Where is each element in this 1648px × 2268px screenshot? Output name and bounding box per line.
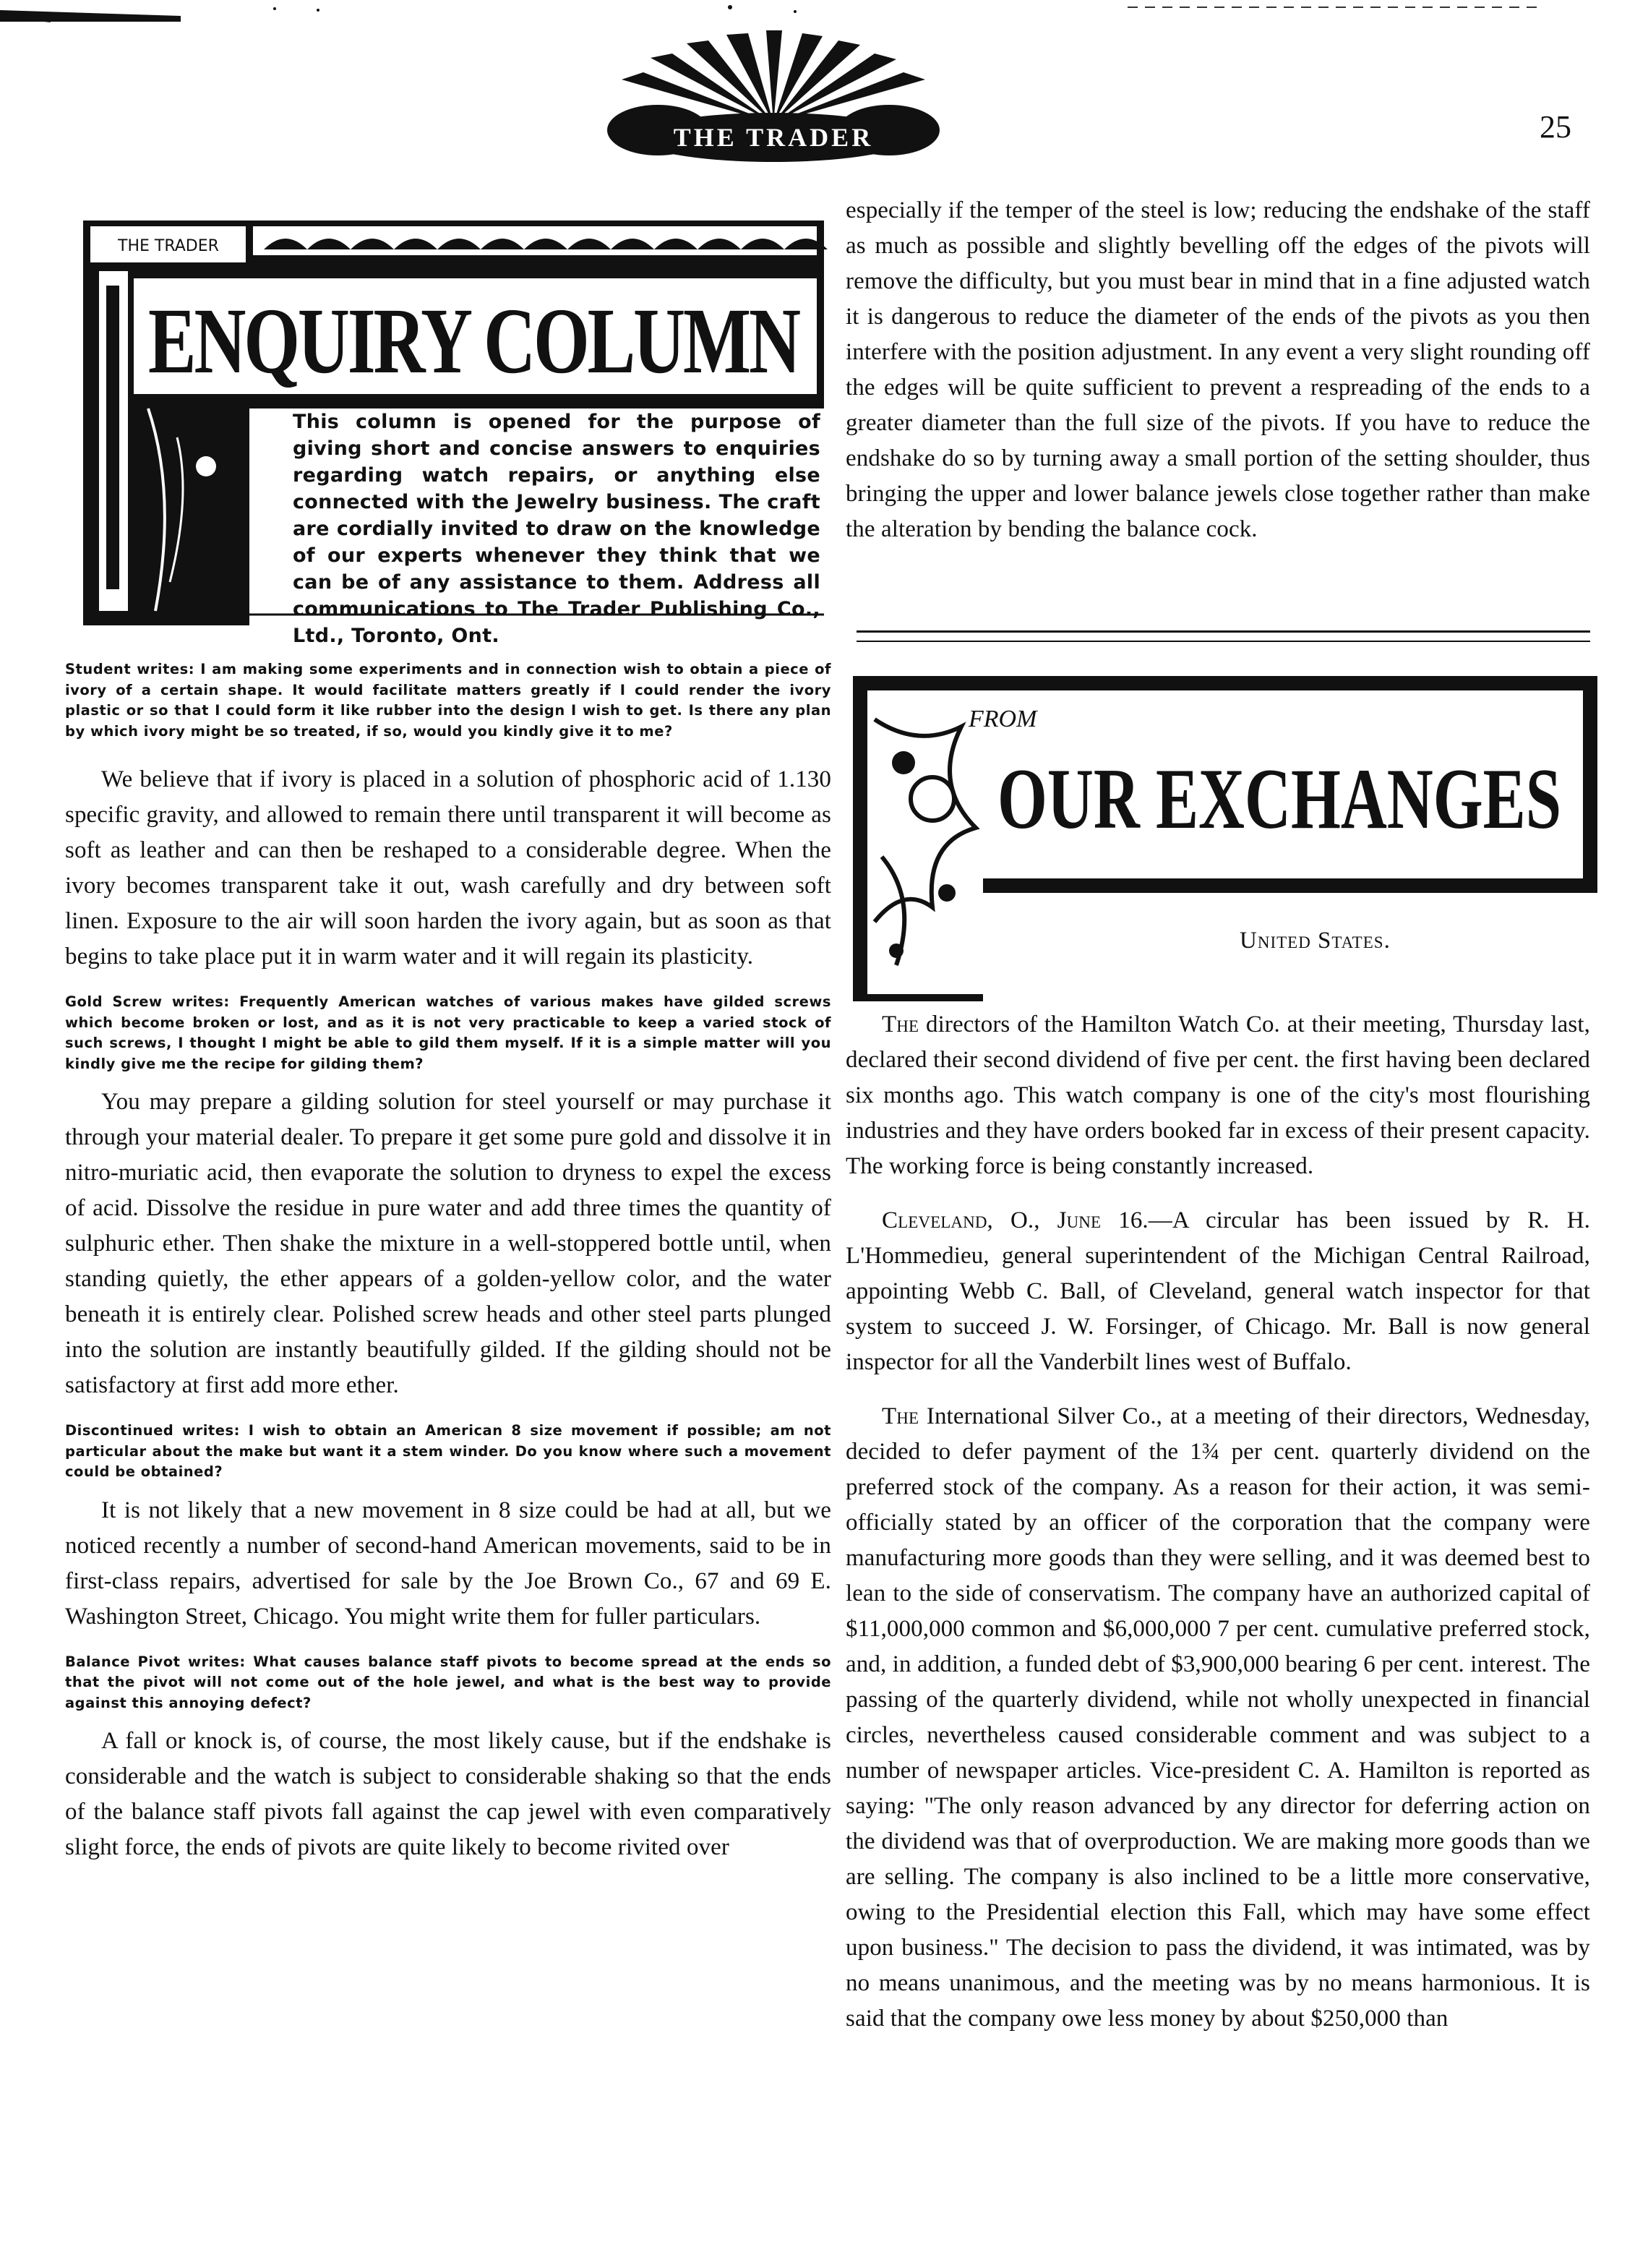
section-divider — [857, 630, 1590, 633]
news-cleveland-lead: Cleveland, O., June 16. — [882, 1207, 1149, 1233]
exchanges-from: FROM — [969, 706, 1037, 732]
query-discontinued: Discontinued writes: I wish to obtain an American 8 size movement if possible; am not particular about the make but want it a stem winder. Do you know where such a movement could be obtained? — [65, 1422, 831, 1480]
left-column — [65, 659, 831, 1865]
section-divider-thin — [857, 641, 1590, 642]
query-balance-pivot: Balance Pivot writes: What causes balance staff pivots to become spread at the ends so that the pivot will not come out of the hole jewel, and what is the best way to provide against this annoying defect? — [65, 1653, 831, 1711]
enquiry-title: ENQUIRY COLUMN — [148, 289, 801, 393]
news-hamilton-text: directors of the Hamilton Watch Co. at their meeting, Thursday last, declared their second dividend of five per cent. the first having been declared six months ago. This watch company is one of the city's most flourishing industries and they have orders booked far in excess of their present capacity. The working force is being constantly increased. — [846, 1011, 1590, 1179]
masthead-title: THE TRADER — [673, 123, 874, 152]
news-hamilton-lead: The — [882, 1011, 919, 1037]
answer-discontinued: It is not likely that a new movement in 8 size could be had at all, but we noticed recently a number of second-hand American movements, said to be in first-class repairs, advertised for sale by the Joe Brown Co., 67 and 69 E. Washington Street, Chicago. You might write them for fuller particulars. — [65, 1497, 831, 1630]
answer-student: We believe that if ivory is placed in a solution of phosphoric acid of 1.130 specific gravity, and allowed to remain there until transparent it will become as soft as leather and can then be reshaped to a considerable degree. When the ivory becomes transparent take it out, wash carefully and dry between soft linen. Exposure to the air will soon harden the ivory again, but as soon as that begins to take place put it in warm water and it will regain its plasticity. — [65, 766, 831, 970]
news-international-silver — [846, 1399, 1590, 2037]
news-cleveland-text: —A circular has been issued by R. H. L'Hommedieu, general superintendent of the Michigan Central Railroad, appointing Webb C. Ball, of Cleveland, general watch inspector for that system to succeed J. W. Forsinger, of Chicago. Mr. Ball is now general inspector for all the Vanderbilt lines west of Buffalo. — [846, 1207, 1591, 1375]
right-column-news — [846, 1007, 1590, 2037]
answer-balance-pivot: A fall or knock is, of course, the most likely cause, but if the endshake is considerable and the watch is subject to considerable shaking so that the ends of the balance staff pivots fall against the cap jewel with even comparatively slight force, the ends of pivots are quite likely to become rivited over — [65, 1728, 831, 1860]
section-heading-united-states: United States. — [1240, 928, 1391, 954]
news-cleveland — [846, 1203, 1590, 1380]
query-student: Student writes: I am making some experiments and in connection wish to obtain a piece of ivory of a certain shape. It would facilitate matters greatly if I could render the ivory plastic or so that I could form it like rubber into the design I wish to get. Is there any plan by which ivory might be so treated, if so, would you kindly give it to me? — [65, 661, 831, 740]
right-column-continuation — [846, 193, 1590, 547]
exchanges-title: OUR EXCHANGES — [997, 750, 1561, 847]
news-silver-lead: The — [882, 1403, 919, 1429]
query-gold-screw: Gold Screw writes: Frequently American watches of various makes have gilded screws which become broken or lost, and as it is not very practicable to keep a varied stock of such screws, I thought I might be able to gild them myself. If it is a simple matter will you kindly give me the recipe for gilding them? — [65, 993, 831, 1072]
news-hamilton-watch — [846, 1007, 1590, 1184]
enquiry-intro: This column is opened for the purpose of giving short and concise answers to enquiries regarding watch repairs, or anything else connected with the Jewelry business. The craft are cordially invited to draw on the knowledge of our experts whenever they think that we can be of any assistance to them. Address all communications to The Trader Publishing Co., Ltd., Toronto, Ont. — [293, 411, 820, 647]
exchanges-banner — [853, 676, 1597, 1001]
news-silver-text: International Silver Co., at a meeting of their directors, Wednesday, decided to defer payment of the 1¾ per cent. quarterly dividend on the preferred stock of the company. As a reason for their action, it was semi-officially stated by an officer of the corporation that the company were manufacturing more goods than they were selling, and it was deemed best to lean to the side of conservatism. The company have an authorized capital of $11,000,000 common and $6,000,000 7 per cent. cumulative preferred stock, and, in addition, a funded debt of $3,900,000 bearing 6 per cent. interest. The passing of the quarterly dividend, while not wholly unexpected in financial circles, nevertheless caused considerable comment and was subject to a number of newspaper articles. Vice-president C. A. Hamilton is reported as saying: "The only reason advanced by any director for deferring action on the dividend was that of overproduction. We are making more goods than we are selling. The company is also inclined to be a little more conservative, owing to the Presidential election this Fall, which may have some effect upon business." The decision to pass the dividend, it was intimated, was by no means unanimous, and the meeting was by no means harmonious. It is said that the company owe less money by about $250,000 than — [846, 1403, 1590, 2032]
answer-gold-screw: You may prepare a gilding solution for steel yourself or may purchase it through your material dealer. To prepare it get some pure gold and dissolve it in nitro-muriatic acid, then evaporate the solution to dryness to expel the excess of acid. Dissolve the residue in pure water and add three times the quantity of sulphuric ether. Then shake the mixture in a well-stoppered bottle until, when standing quietly, the ether appears of a golden-yellow color, and the water beneath it is entirely clear. Polished screw heads and other steel parts plunged into the solution are instantly beautifully gilded. If the gilding should not be satisfactory at first add more ether. — [65, 1089, 831, 1398]
scan-edge-decoration — [0, 0, 1648, 22]
page-number: 25 — [1540, 109, 1571, 145]
masthead-ornament — [593, 29, 954, 166]
continued-answer: especially if the temper of the steel is low; reducing the endshake of the staff as much as possible and slightly bevelling off the edges of the pivots will remove the difficulty, but you must bear in mind that in a fine adjusted watch it is dangerous to reduce the diameter of the ends of the pivots as you then interfere with the position adjustment. In any event a very slight rounding off the edges will be quite sufficient to prevent a respreading of the ends to a greater diameter than the full size of the pivots. If you have to reduce the endshake do so by turning away a small portion of the setting shoulder, thus bringing the upper and lower balance jewels close together rather than make the alteration by bending the balance cock. — [846, 197, 1590, 542]
trader-badge: THE TRADER — [118, 237, 219, 255]
